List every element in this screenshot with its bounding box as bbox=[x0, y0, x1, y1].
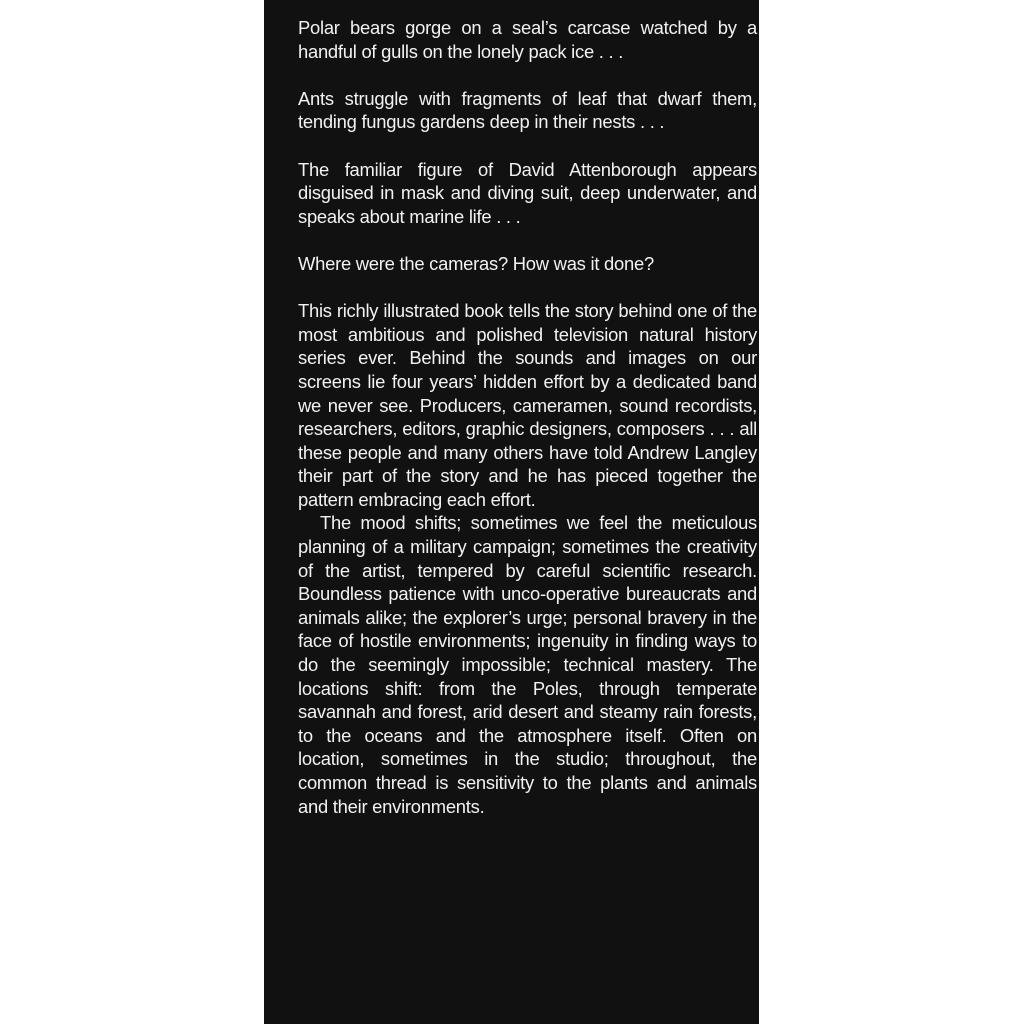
blurb-paragraph-attenborough: The familiar figure of David Attenborough appears disguised in mask and diving suit, deep underwater, and speaks about marine life . . . bbox=[298, 158, 757, 227]
blurb-paragraph-ants: Ants struggle with fragments of leaf that dwarf them, tending fungus gardens deep in their nests . . . bbox=[298, 87, 757, 133]
blurb-paragraph-book-description: This richly illustrated book tells the story behind one of the most ambitious and polished television natural history series ever. Behind the sounds and images on our screens lie four years’ hidden effort by a dedicated band we never see. Producers, cameramen, sound recordists, researchers, editors, graphic designers, composers . . . all these people and many others have told Andrew Langley their part of the story and he has pieced together the pattern embracing each effort. bbox=[298, 300, 757, 510]
blurb-paragraph-question: Where were the cameras? How was it done? bbox=[298, 252, 654, 274]
blurb-paragraph-polar-bears: Polar bears gorge on a seal’s carcase watched by a handful of gulls on the lonely pack ice . . . bbox=[298, 17, 757, 62]
back-cover-blurb-panel bbox=[264, 0, 759, 1024]
blurb-paragraph-mood-shifts: The mood shifts; sometimes we feel the meticulous planning of a military campaign; sometimes the creativity of the artist, tempered by careful scientific research. Boundless patience with unco-operative bureaucrats and animals alike; the explorer’s urge; personal bravery in the face of hostile environments; ingenuity in finding ways to do the seemingly impossible; technical mastery. The locations shift: from the Poles, through temperate savannah and forest, arid desert and steamy rain forests, to the oceans and the atmosphere itself. Often on location, sometimes in the studio; throughout, the common thread is sensitivity to the plants and animals and their environments. bbox=[298, 512, 757, 817]
